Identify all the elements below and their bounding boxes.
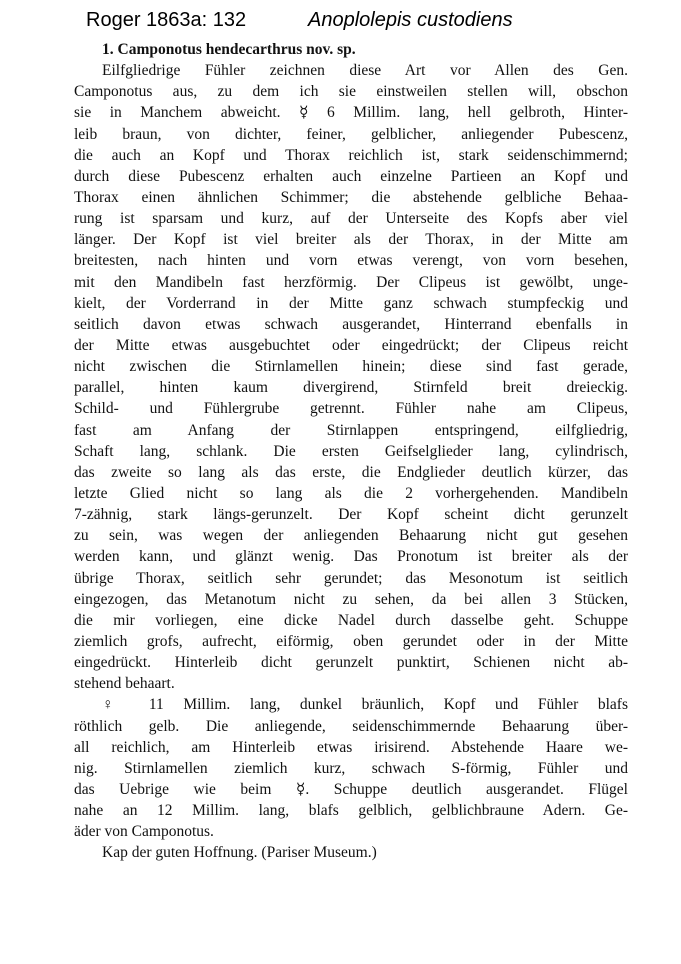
text-line: stehend behaart. [74, 675, 175, 693]
text-line: das zweite so lang als das erste, die Endglieder deutlich kürzer, das [74, 463, 628, 481]
species-heading: 1. Camponotus hendecarthrus nov. sp. [102, 41, 356, 58]
text-line: äder von Camponotus. [74, 823, 214, 841]
text-line: letzte Glied nicht so lang als die 2 vorhergehenden. Mandibeln [74, 484, 628, 502]
text-line: Schild- und Fühlergrube getrennt. Fühler nahe am Clipeus, [74, 400, 628, 418]
text-line: ziemlich grofs, aufrecht, eiförmig, oben gerundet oder in der Mitte [74, 632, 628, 650]
text-line: seitlich davon etwas schwach ausgerandet, Hinterrand ebenfalls in [74, 315, 628, 333]
taxon-header: Anoplolepis custodiens [308, 9, 513, 31]
text-line: nahe an 12 Millim. lang, blafs gelblich, gelblichbraune Adern. Ge- [74, 802, 628, 820]
text-line: Thorax einen ähnlichen Schimmer; die abstehende gelbliche Behaa- [74, 188, 628, 206]
text-line: Eilfgliedrige Fühler zeichnen diese Art vor Allen des Gen. [102, 62, 628, 80]
text-line: sie in Manchem abweicht. ☿ 6 Millim. lang, hell gelbroth, Hinter- [74, 104, 628, 122]
text-line: ♀ 11 Millim. lang, dunkel bräunlich, Kopf und Fühler blafs [102, 696, 628, 714]
text-line: das Uebrige wie beim ☿. Schuppe deutlich ausgerandet. Flügel [74, 780, 628, 798]
text-line: länger. Der Kopf ist viel breiter als der Thorax, in der Mitte am [74, 231, 628, 249]
text-line: kielt, der Vorderrand in der Mitte ganz schwach stumpfeckig und [74, 294, 628, 312]
text-line: fast am Anfang der Stirnlappen entspringend, eilfgliedrig, [74, 421, 628, 439]
text-line: rung ist sparsam und kurz, auf der Unterseite des Kopfs aber viel [74, 210, 628, 228]
text-line: zu sein, was wegen der anliegenden Behaarung nicht gut gesehen [74, 527, 628, 545]
text-line: eingedrückt. Hinterleib dicht gerunzelt punktirt, Schienen nicht ab- [74, 654, 628, 672]
text-line: der Mitte etwas ausgebuchtet oder eingedrückt; der Clipeus reicht [74, 336, 628, 354]
text-line: mit den Mandibeln fast herzförmig. Der Clipeus ist gewölbt, unge- [74, 273, 628, 291]
locality-line: Kap der guten Hoffnung. (Pariser Museum.) [102, 844, 377, 862]
text-line: nig. Stirnlamellen ziemlich kurz, schwach S-förmig, Fühler und [74, 759, 628, 777]
text-line: nicht zwischen die Stirnlamellen hinein; diese sind fast gerade, [74, 358, 628, 376]
text-line: Schaft lang, schlank. Die ersten Geifselglieder lang, cylindrisch, [74, 442, 628, 460]
text-line: eingezogen, das Metanotum nicht zu sehen, da bei allen 3 Stücken, [74, 590, 628, 608]
text-line: durch diese Pubescenz erhalten auch einzelne Partieen an Kopf und [74, 167, 628, 185]
text-line: die auch an Kopf und Thorax reichlich ist, stark seidenschimmernd; [74, 146, 628, 164]
text-line: all reichlich, am Hinterleib etwas irisirend. Abstehende Haare we- [74, 738, 628, 756]
text-line: werden kann, und glänzt wenig. Das Pronotum ist breiter als der [74, 548, 628, 566]
text-line: 7-zähnig, stark längs-gerunzelt. Der Kopf scheint dicht gerunzelt [74, 506, 628, 524]
text-line: parallel, hinten kaum divergirend, Stirnfeld breit dreieckig. [74, 379, 628, 397]
citation-header: Roger 1863a: 132 [86, 9, 247, 31]
text-line: übrige Thorax, seitlich sehr gerundet; das Mesonotum ist seitlich [74, 569, 628, 587]
text-line: breitesten, nach hinten und vorn etwas verengt, von vorn besehen, [74, 252, 628, 270]
text-line: leib braun, von dichter, feiner, gelblicher, anliegender Pubescenz, [74, 125, 628, 143]
text-line: röthlich gelb. Die anliegende, seidenschimmernde Behaarung über- [74, 717, 628, 735]
article-body [74, 39, 628, 863]
text-line: Camponotus aus, zu dem ich sie einstweilen stellen will, obschon [74, 83, 628, 101]
text-line: die mir vorliegen, eine dicke Nadel durch dasselbe geht. Schuppe [74, 611, 628, 629]
